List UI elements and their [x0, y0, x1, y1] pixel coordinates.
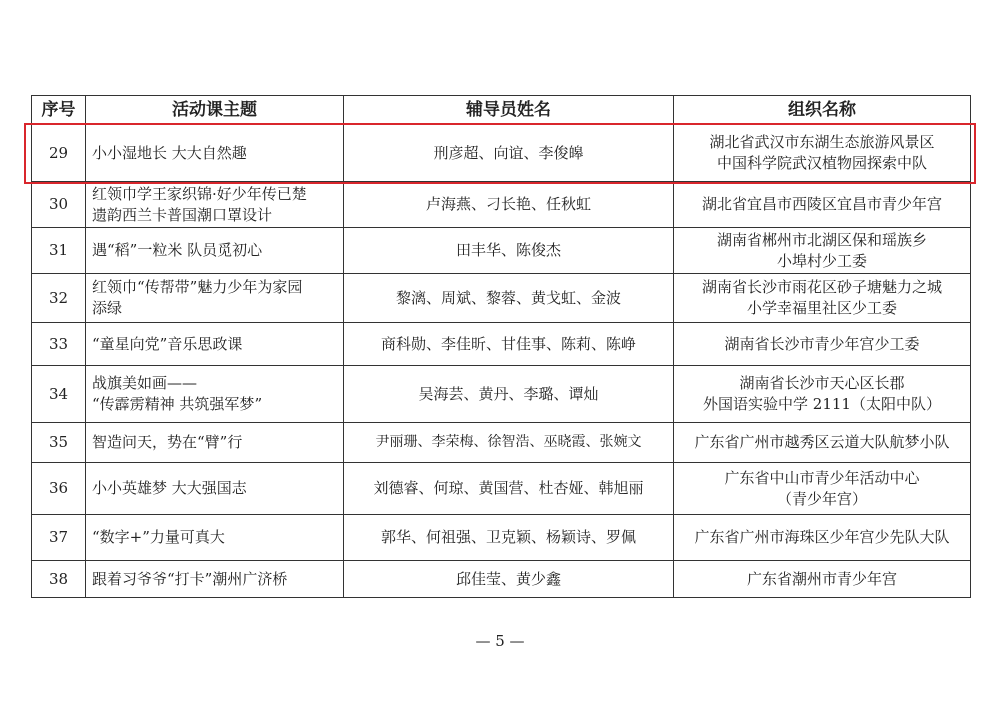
row-number: 36 [32, 463, 86, 515]
row-number: 32 [32, 274, 86, 323]
table-row [32, 323, 971, 366]
org-line: 湖北省武汉市东湖生态旅游风景区 [709, 133, 935, 151]
page-number: — 5 — [475, 632, 525, 650]
org-line: （青少年宫） [776, 489, 867, 508]
org-line: 湖南省长沙市天心区长郡 [739, 374, 905, 392]
row-organization [674, 366, 971, 423]
theme-line: 红领巾“传帮带”魅力少年为家园 [92, 278, 303, 296]
theme-line: 遗韵西兰卡普国潮口罩设计 [92, 205, 273, 224]
row-counselor-names: 吴海芸、黄丹、李璐、谭灿 [344, 366, 674, 423]
org-line: 广东省广州市海珠区少年宫少先队大队 [694, 528, 950, 546]
theme-line: 红领巾学王家织锦·好少年传已楚 [92, 184, 307, 203]
row-organization [674, 125, 971, 182]
org-line: 外国语实验中学 2111（太阳中队） [703, 395, 941, 413]
row-theme [86, 182, 344, 228]
row-theme [86, 323, 344, 366]
row-number: 33 [32, 323, 86, 366]
theme-line: 小小英雄梦 大大强国志 [92, 479, 247, 497]
row-organization [674, 515, 971, 561]
row-number: 29 [32, 125, 86, 182]
row-number: 38 [32, 561, 86, 598]
row-counselor-names: 黎漓、周斌、黎蓉、黄戈虹、金波 [344, 274, 674, 323]
table-row [32, 515, 971, 561]
org-line: 中国科学院武汉植物园探索中队 [716, 154, 927, 172]
org-line: 广东省中山市青少年活动中心 [724, 468, 920, 487]
table-row [32, 561, 971, 598]
theme-line: 智造问天，势在“臂”行 [92, 433, 243, 451]
row-theme [86, 423, 344, 463]
theme-line: 添绿 [92, 299, 123, 317]
org-line: 小埠村少工委 [776, 251, 867, 270]
table-row [32, 274, 971, 323]
row-counselor-names: 刑彦超、向谊、李俊皞 [344, 125, 674, 182]
row-theme [86, 515, 344, 561]
table-row [32, 463, 971, 515]
row-counselor-names: 尹丽珊、李荣梅、徐智浩、巫晓霞、张婉文 [344, 423, 674, 463]
table-row [32, 182, 971, 228]
row-number: 30 [32, 182, 86, 228]
row-theme [86, 366, 344, 423]
row-theme [86, 274, 344, 323]
theme-line: “传霹雳精神 共筑强军梦” [92, 395, 263, 413]
row-counselor-names: 刘德睿、何琼、黄国营、杜杏娅、韩旭丽 [344, 463, 674, 515]
row-organization [674, 228, 971, 274]
row-theme [86, 561, 344, 598]
theme-line: “数字+”力量可真大 [92, 528, 225, 546]
theme-line: 小小湿地长 大大自然趣 [92, 143, 247, 162]
row-number: 31 [32, 228, 86, 274]
theme-line: 遇“稻”一粒米 队员觅初心 [92, 241, 263, 259]
row-number: 34 [32, 366, 86, 423]
row-counselor-names: 商科勋、李佳昕、甘佳事、陈莉、陈峥 [344, 323, 674, 366]
row-number: 35 [32, 423, 86, 463]
theme-line: “童星向党”音乐思政课 [92, 334, 243, 353]
org-line: 小学幸福里社区少工委 [746, 299, 897, 317]
row-theme [86, 463, 344, 515]
table-row [32, 423, 971, 463]
row-counselor-names: 卢海燕、刁长艳、任秋虹 [344, 182, 674, 228]
header-organization: 组织名称 [674, 96, 971, 125]
row-theme [86, 125, 344, 182]
theme-line: 战旗美如画—— [92, 374, 198, 392]
row-organization [674, 463, 971, 515]
org-line: 广东省潮州市青少年宫 [746, 569, 897, 588]
table-row [32, 228, 971, 274]
row-counselor-names: 田丰华、陈俊杰 [344, 228, 674, 274]
activity-table [31, 95, 971, 598]
theme-line: 跟着习爷爷“打卡”潮州广济桥 [92, 569, 288, 588]
row-number: 37 [32, 515, 86, 561]
org-line: 广东省广州市越秀区云道大队航梦小队 [694, 433, 950, 451]
header-theme: 活动课主题 [86, 96, 344, 125]
table-row [32, 366, 971, 423]
row-organization [674, 274, 971, 323]
table-header-row [32, 96, 971, 125]
org-line: 湖南省长沙市雨花区砂子塘魅力之城 [701, 278, 942, 296]
row-counselor-names: 郭华、何祖强、卫克颖、杨颖诗、罗佩 [344, 515, 674, 561]
row-theme [86, 228, 344, 274]
header-counselor-names: 辅导员姓名 [344, 96, 674, 125]
row-organization [674, 561, 971, 598]
row-organization [674, 423, 971, 463]
org-line: 湖南省郴州市北湖区保和瑶族乡 [716, 230, 927, 249]
table-row [32, 125, 971, 182]
row-organization [674, 182, 971, 228]
org-line: 湖南省长沙市青少年宫少工委 [724, 334, 920, 353]
org-line: 湖北省宜昌市西陵区宜昌市青少年宫 [701, 195, 942, 213]
row-counselor-names: 邱佳莹、黄少鑫 [344, 561, 674, 598]
header-number: 序号 [32, 96, 86, 125]
row-organization [674, 323, 971, 366]
